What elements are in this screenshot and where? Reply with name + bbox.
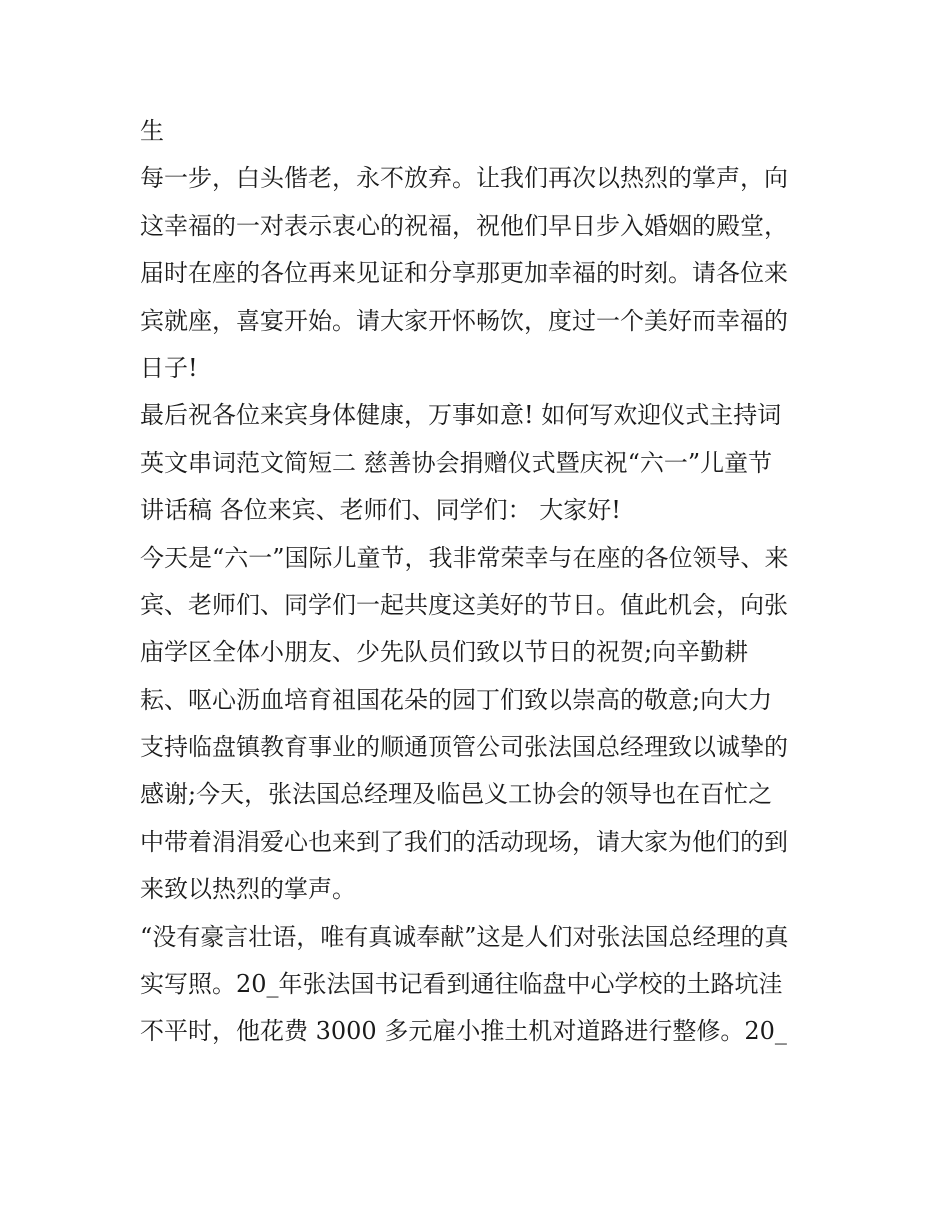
document-body xyxy=(140,108,820,1056)
text-line: 今天是“六一”国际儿童节，我非常荣幸与在座的各位领导、来 xyxy=(140,543,789,572)
text-line: 这幸福的一对表示衷心的祝福，祝他们早日步入婚姻的殿堂， xyxy=(140,211,788,240)
text-line: 实写照。20_年张法国书记看到通往临盘中心学校的土路坑洼 xyxy=(140,970,783,999)
text-line: 讲话稿 各位来宾、老师们、同学们： 大家好! xyxy=(140,496,621,525)
text-line: 生 xyxy=(140,117,164,145)
text-line: 耘、呕心沥血培育祖国花朵的园丁们致以崇高的敬意;向大力 xyxy=(140,685,773,714)
text-line: 感谢;今天，张法国总经理及临邑义工协会的领导也在百忙之 xyxy=(140,780,773,809)
text-line: 日子! xyxy=(140,353,198,382)
text-line: “没有豪言壮语，唯有真诚奉献”这是人们对张法国总经理的真 xyxy=(140,922,789,951)
text-line: 不平时，他花费 3000 多元雇小推土机对道路进行整修。20_ xyxy=(140,1017,787,1046)
text-line: 最后祝各位来宾身体健康，万事如意! 如何写欢迎仪式主持词 xyxy=(140,401,782,430)
text-line: 宾就座，喜宴开始。请大家开怀畅饮，度过一个美好而幸福的 xyxy=(140,306,788,335)
text-line: 届时在座的各位再来见证和分享那更加幸福的时刻。请各位来 xyxy=(140,259,788,288)
text-line: 庙学区全体小朋友、少先队员们致以节日的祝贺;向辛勤耕 xyxy=(140,638,749,667)
text-line: 英文串词范文简短二 慈善协会捐赠仪式暨庆祝“六一”儿童节 xyxy=(140,448,773,477)
text-line: 中带着涓涓爱心也来到了我们的活动现场，请大家为他们的到 xyxy=(140,827,788,856)
text-line: 来致以热烈的掌声。 xyxy=(140,875,356,904)
text-line: 支持临盘镇教育事业的顺通顶管公司张法国总经理致以诚挚的 xyxy=(140,733,788,762)
text-line: 宾、老师们、同学们一起共度这美好的节日。值此机会，向张 xyxy=(140,590,788,619)
text-line: 每一步，白头偕老，永不放弃。让我们再次以热烈的掌声，向 xyxy=(140,164,788,193)
